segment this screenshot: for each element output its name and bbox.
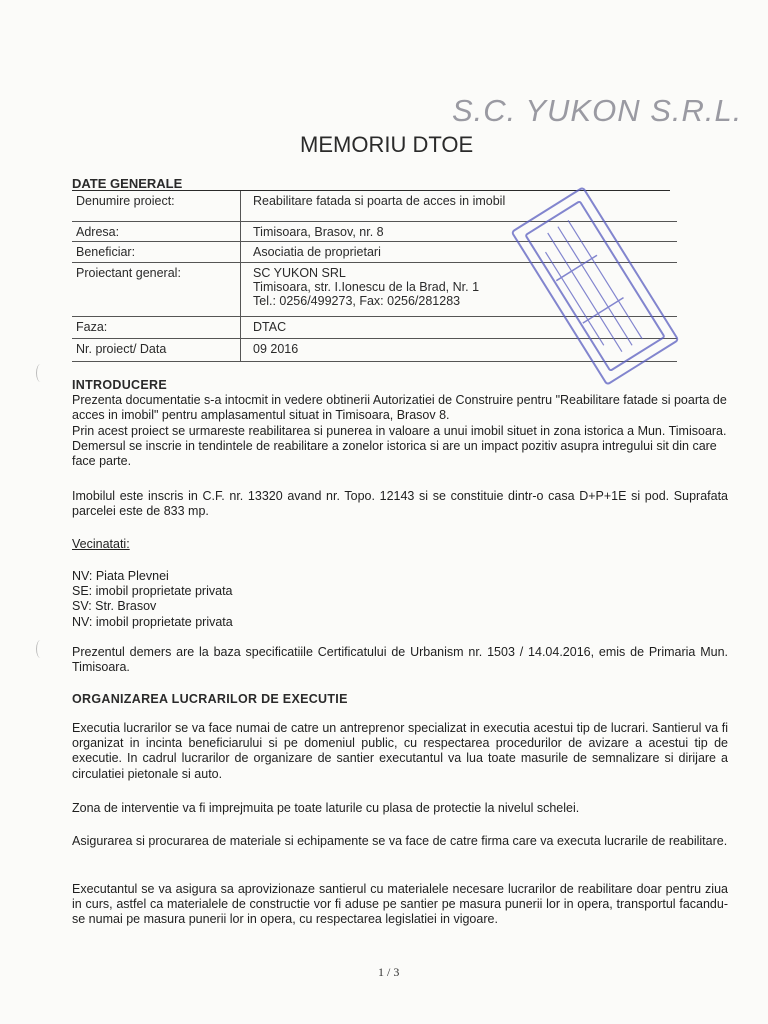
- neighbours-heading: Vecinatati:: [72, 537, 130, 551]
- list-item: NV: imobil proprietate privata: [72, 614, 233, 629]
- value-line: Reabilitare fatada si poarta de acces in imobil: [253, 194, 506, 208]
- intro-heading: INTRODUCERE: [72, 378, 167, 392]
- execution-paragraph-3: Asigurarea si procurarea de materiale si echipamente se va face de catre firma care va executa lucrarile de reabilitare.: [72, 834, 728, 848]
- value-line: DTAC: [253, 320, 287, 334]
- execution-heading: ORGANIZAREA LUCRARILOR DE EXECUTIE: [72, 692, 348, 706]
- intro-paragraph: Prezenta documentatie s-a intocmit in vedere obtinerii Autorizatiei de Construire pentru "Reabilitare fatade si poarta de acces in imobil" pentru amplasamentul situat in Timisoara, Brasov 8.: [72, 393, 727, 423]
- general-data-heading: DATE GENERALE: [72, 176, 183, 191]
- stamp-divider: [556, 255, 597, 280]
- certificate-paragraph: Prezentul demers are la baza specificatiile Certificatului de Urbanism nr. 1503 / 14.04.2016, emis de Primaria Mun. Timisoara.: [72, 645, 728, 675]
- intro-paragraph-2: Prin acest proiect se urmareste reabilitarea si punerea in valoare a unui imobil situet in zona istorica a Mun. Timisoara. Demersul se inscrie in tendintele de reabilitare a zonelor istorica si are un impact pozitiv asupra intregului sit din care face parte.: [72, 424, 727, 469]
- value-line: SC YUKON SRL: [253, 266, 346, 280]
- stamp-line: [558, 227, 632, 346]
- list-item: NV: Piata Plevnei: [72, 569, 169, 583]
- intro-paragraph-3: Imobilul este inscris in C.F. nr. 13320 avand nr. Topo. 12143 si se constituie dintr-o casa D+P+1E si pod. Suprafata parcelei este de 833 mp.: [72, 489, 728, 519]
- approval-stamp: [510, 186, 680, 386]
- document-title: MEMORIU DTOE: [300, 132, 474, 157]
- row-label-project-number: Nr. proiect/ Data: [72, 339, 241, 362]
- row-label-beneficiary: Beneficiar:: [72, 242, 241, 263]
- value-line: Timisoara, Brasov, nr. 8: [253, 225, 384, 239]
- stamp-divider: [583, 298, 624, 323]
- execution-paragraph-2: Zona de interventie va fi imprejmuita pe toate laturile cu plasa de protectie la nivelul schelei.: [72, 801, 580, 815]
- row-label-general-designer: Proiectant general:: [72, 263, 241, 317]
- row-label-address: Adresa:: [72, 222, 241, 242]
- list-item: SE: imobil proprietate privata: [72, 584, 233, 599]
- execution-paragraph-1: Executia lucrarilor se va face numai de catre un antreprenor specializat in executia acestui tip de lucrari. Santierul va fi organizat in incinta beneficiarului si pe domeniul public, cu respectarea procedurilor de avizare a acestui tip de executie. In cadrul lucrarilor de organizare de santier executantul va lua toate masurile de semnalizare si dirijare a circulatiei pietonale si auto.: [72, 721, 728, 781]
- scan-margin-mark: [36, 640, 45, 658]
- scan-margin-mark: [36, 364, 45, 382]
- value-line: Timisoara, str. I.Ionescu de la Brad, Nr. 1: [253, 280, 480, 294]
- value-line: 09 2016: [253, 342, 299, 356]
- page-number: 1 / 3: [378, 965, 400, 979]
- value-line: Asociatia de proprietari: [253, 245, 381, 259]
- value-line: Tel.: 0256/499273, Fax: 0256/281283: [253, 294, 461, 308]
- row-label-project-name: Denumire proiect:: [72, 191, 241, 222]
- list-item: SV: Str. Brasov: [72, 599, 157, 614]
- execution-paragraph-4: Executantul se va asigura sa aprovizionaze santierul cu materialele necesare lucrarilor de reabilitare doar pentru ziua in curs, astfel ca materialele de constructie vor fi aduse pe santier pe masura punerii lor in opera, transportul facandu-se numai pe masura punerii lor in opera, cu respectarea legislatiei in vigoare.: [72, 882, 728, 927]
- row-label-phase: Faza:: [72, 317, 241, 339]
- company-brand: S.C. YUKON S.R.L.: [452, 93, 743, 128]
- neighbours-list: [72, 569, 728, 630]
